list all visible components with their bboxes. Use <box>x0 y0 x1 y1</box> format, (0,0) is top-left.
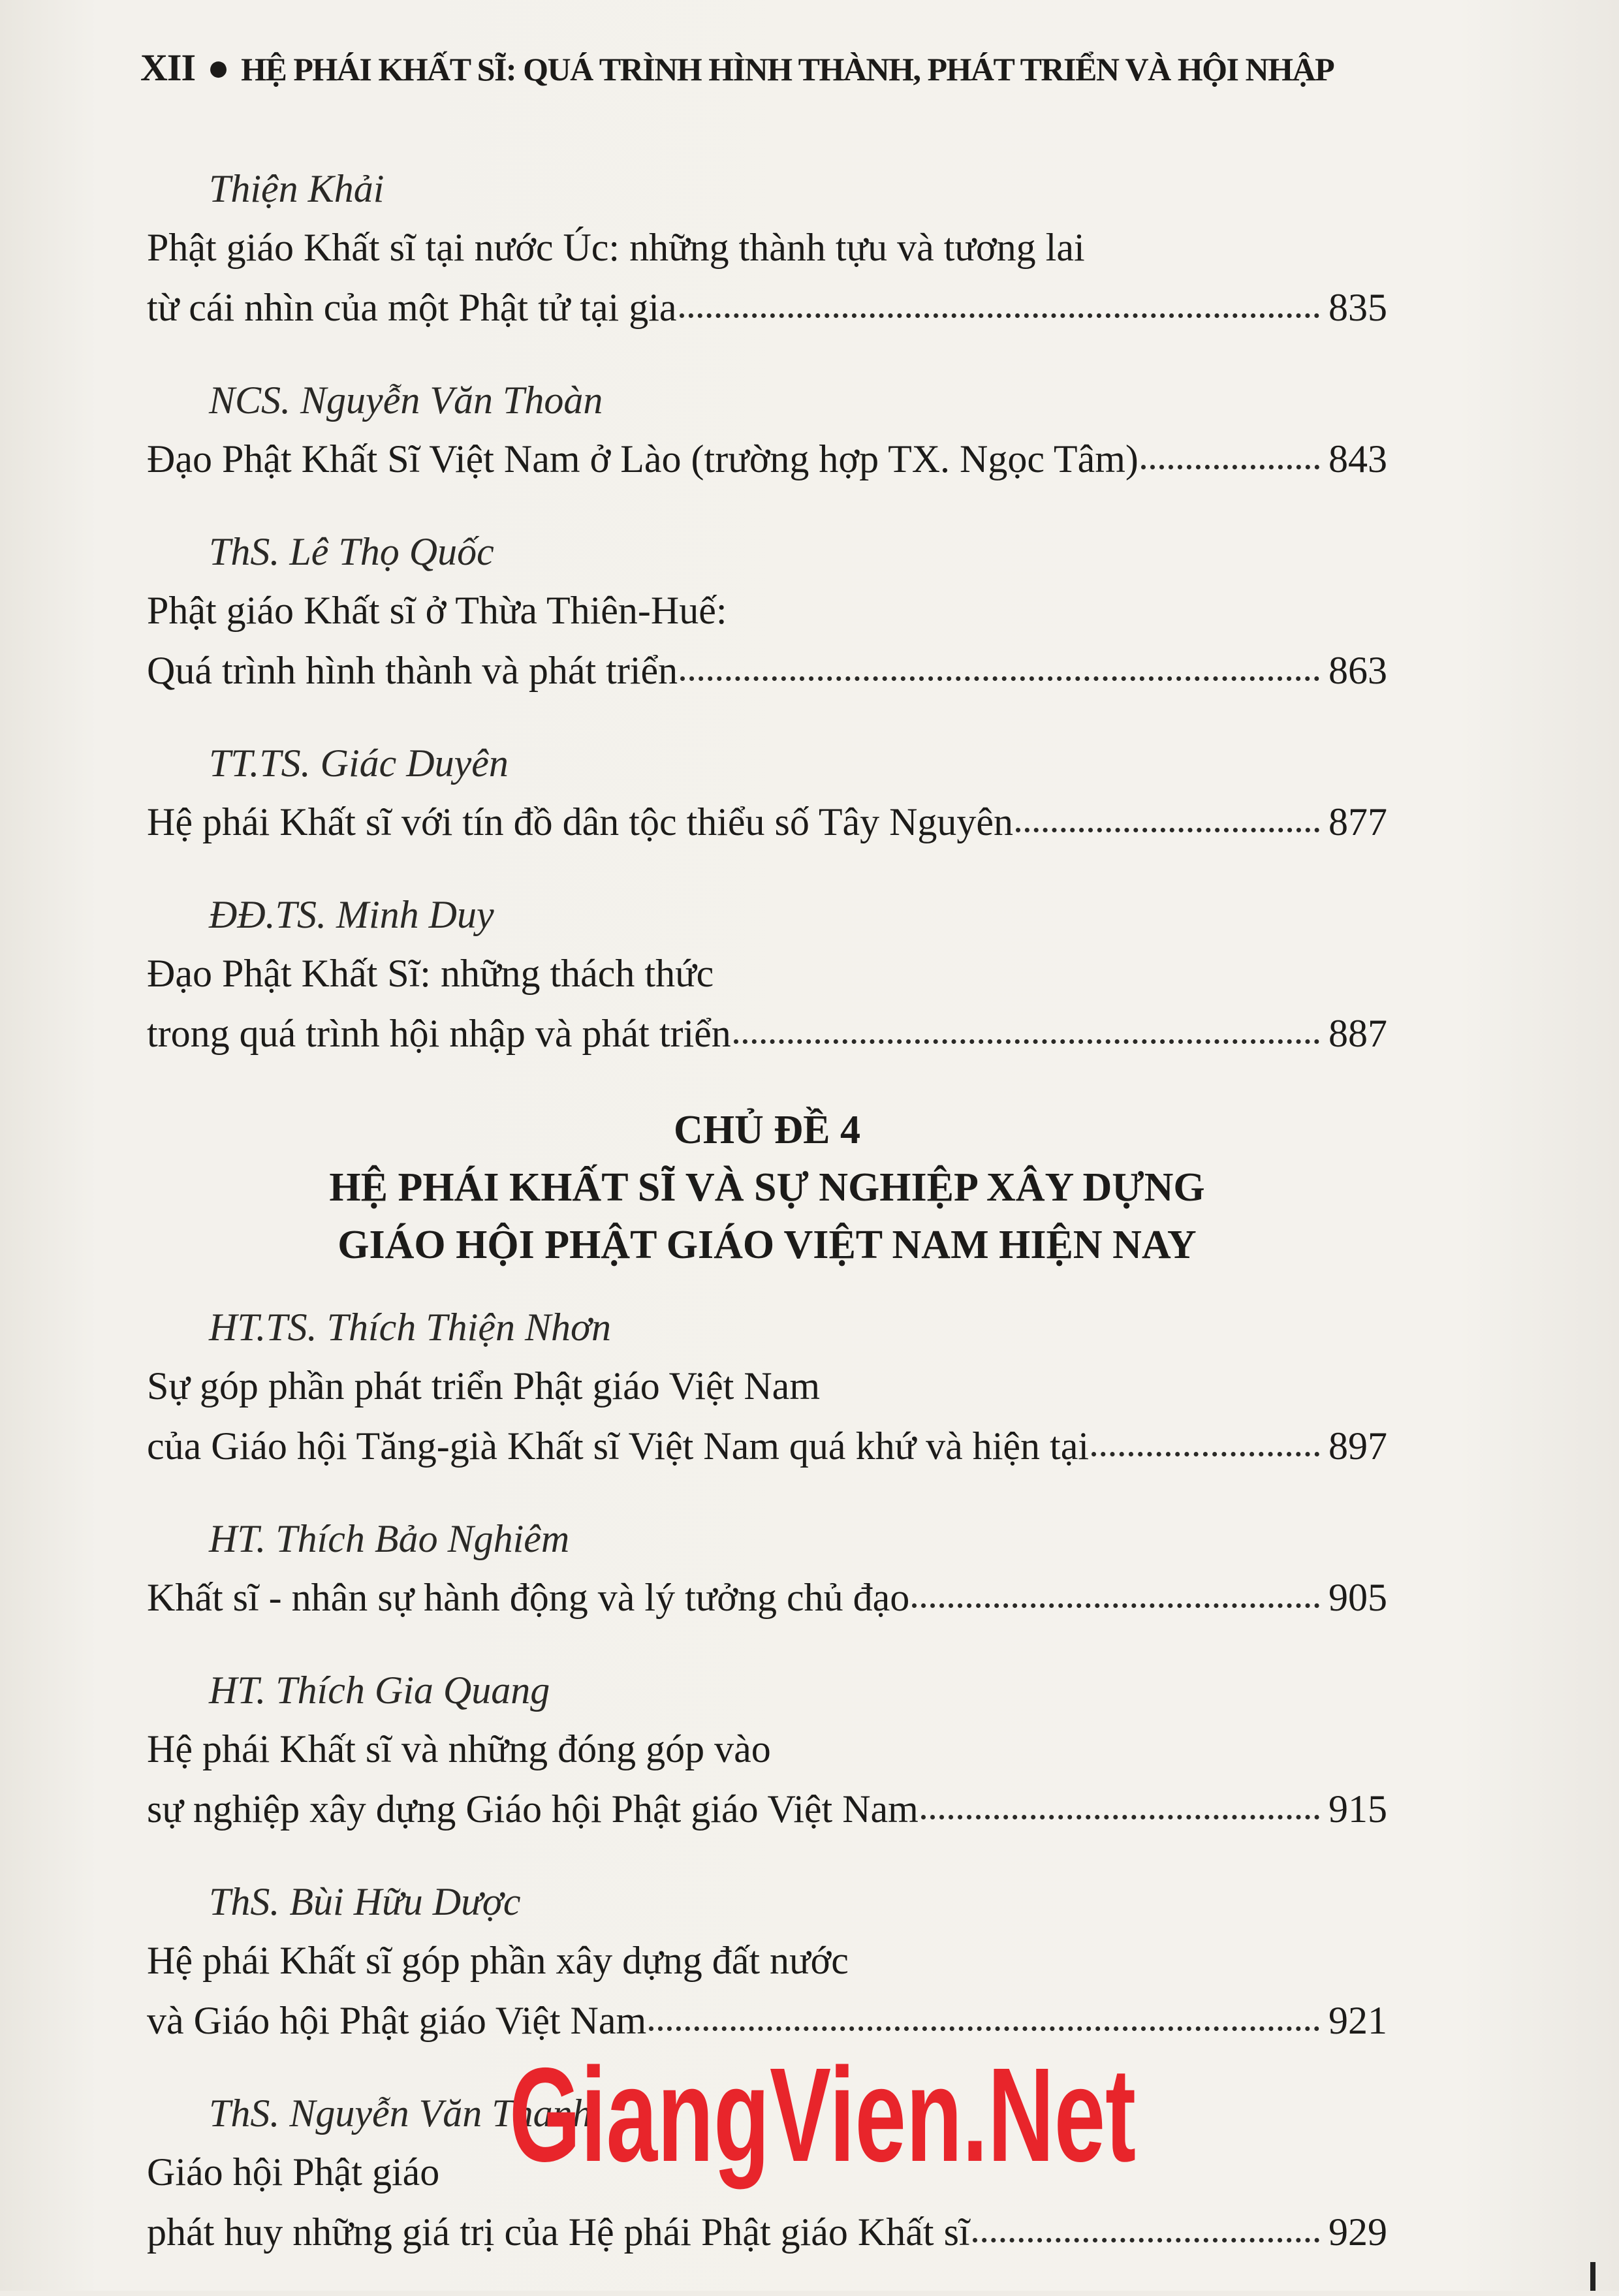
toc-page-number: 887 <box>1328 1012 1387 1055</box>
toc-title-line <box>147 1779 1387 1839</box>
toc-title-line <box>147 217 1387 277</box>
toc-title-line <box>147 640 1387 700</box>
toc-title-text: Sự góp phần phát triển Phật giáo Việt Nam <box>147 1364 820 1407</box>
toc-title-line <box>147 792 1387 852</box>
bullet: ● <box>207 46 230 89</box>
toc-author: ThS. Nguyễn Văn Thanh <box>209 2092 592 2135</box>
section-number: CHỦ ĐỀ 4 <box>674 1108 860 1152</box>
toc-title-text: và Giáo hội Phật giáo Việt Nam <box>147 1999 647 2042</box>
toc-entry <box>147 886 1387 1063</box>
running-header <box>140 46 1511 89</box>
dot-leader <box>1092 1451 1319 1456</box>
toc-title-text: từ cái nhìn của một Phật tử tại gia <box>147 286 677 329</box>
toc-page-number: 843 <box>1328 437 1387 480</box>
toc-title-text: Hệ phái Khất sĩ với tín đồ dân tộc thiểu số Tây Nguyên <box>147 800 1014 843</box>
toc-page-number: 915 <box>1328 1787 1387 1831</box>
watermark-text: GiangVien.Net <box>509 2040 1136 2190</box>
toc-title-text: của Giáo hội Tăng-già Khất sĩ Việt Nam quá khứ và hiện tại <box>147 1424 1089 1468</box>
toc-title-line <box>147 429 1387 489</box>
toc-entry <box>147 1510 1387 1628</box>
page-label: XII <box>140 46 196 89</box>
toc-author: ThS. Lê Thọ Quốc <box>209 530 494 573</box>
toc-author: TT.TS. Giác Duyên <box>209 742 509 785</box>
toc-author: Thiện Khải <box>209 167 385 210</box>
toc-title-text: Giáo hội Phật giáo <box>147 2150 440 2194</box>
toc-title-line <box>147 277 1387 338</box>
dot-leader <box>680 676 1319 681</box>
header-title: HỆ PHÁI KHẤT SĨ: QUÁ TRÌNH HÌNH THÀNH, PHÁT TRIỂN VÀ HỘI NHẬP <box>241 51 1334 87</box>
toc-title-line <box>147 1930 1387 1990</box>
dot-leader <box>1016 827 1319 832</box>
section-heading <box>147 1101 1387 1274</box>
toc-title-text: Phật giáo Khất sĩ tại nước Úc: những thành tựu và tương lai <box>147 226 1085 269</box>
toc-title-line <box>147 1416 1387 1476</box>
toc-title-text: trong quá trình hội nhập và phát triển <box>147 1012 731 1055</box>
toc-entry <box>147 1298 1387 1476</box>
toc-entry <box>147 523 1387 700</box>
toc-title-text: Phật giáo Khất sĩ ở Thừa Thiên-Huế: <box>147 589 727 632</box>
toc-title-text: Quá trình hình thành và phát triển <box>147 649 678 692</box>
toc-page-number: 921 <box>1328 1999 1387 2042</box>
toc-title-text: phát huy những giá trị của Hệ phái Phật giáo Khất sĩ <box>147 2210 970 2254</box>
toc-entry <box>147 371 1387 489</box>
dot-leader <box>973 2237 1319 2242</box>
toc-author: ĐĐ.TS. Minh Duy <box>209 893 494 936</box>
toc-title-text: Đạo Phật Khất Sĩ Việt Nam ở Lào (trường hợp TX. Ngọc Tâm) <box>147 437 1139 480</box>
toc-title-line <box>147 1719 1387 1779</box>
toc-title-line <box>147 1003 1387 1063</box>
toc-title-text: Khất sĩ - nhân sự hành động và lý tưởng chủ đạo <box>147 1576 910 1619</box>
table-of-contents <box>147 160 1387 2296</box>
toc-title-line <box>147 1356 1387 1416</box>
toc-page-number: 905 <box>1328 1576 1387 1619</box>
toc-title-line <box>147 580 1387 640</box>
toc-author: NCS. Nguyễn Văn Thoàn <box>209 379 603 422</box>
toc-title-text: sự nghiệp xây dựng Giáo hội Phật giáo Việt Nam <box>147 1787 919 1831</box>
toc-author: HT.TS. Thích Thiện Nhơn <box>209 1306 611 1349</box>
toc-page-number: 877 <box>1328 800 1387 843</box>
toc-author: ThS. Bùi Hữu Dược <box>209 1880 521 1923</box>
watermark-logo <box>496 2040 1149 2207</box>
dot-leader <box>680 313 1319 318</box>
toc-page-number: 897 <box>1328 1424 1387 1468</box>
section-title-line-2: GIÁO HỘI PHẬT GIÁO VIỆT NAM HIỆN NAY <box>338 1223 1197 1267</box>
toc-entry <box>147 734 1387 852</box>
dot-leader <box>734 1039 1319 1044</box>
dot-leader <box>912 1603 1319 1608</box>
toc-author: HT. Thích Bảo Nghiêm <box>209 1517 570 1560</box>
toc-author: HT. Thích Gia Quang <box>209 1669 550 1712</box>
toc-list-top <box>147 160 1387 1063</box>
toc-entry <box>147 1661 1387 1839</box>
dot-leader <box>1141 464 1319 469</box>
section-title-line-1: HỆ PHÁI KHẤT SĨ VÀ SỰ NGHIỆP XÂY DỰNG <box>329 1165 1205 1210</box>
toc-title-line <box>147 2202 1387 2262</box>
toc-title-line <box>147 1567 1387 1628</box>
toc-page-number: 863 <box>1328 649 1387 692</box>
dot-leader <box>649 2026 1319 2031</box>
toc-title-line <box>147 943 1387 1003</box>
toc-page-number: 929 <box>1328 2210 1387 2254</box>
toc-page-number: 835 <box>1328 286 1387 329</box>
toc-title-text: Hệ phái Khất sĩ góp phần xây dựng đất nước <box>147 1939 849 1982</box>
toc-entry <box>147 1873 1387 2051</box>
toc-title-text: Hệ phái Khất sĩ và những đóng góp vào <box>147 1727 771 1770</box>
toc-entry <box>147 160 1387 338</box>
page-edge-mark <box>1590 2262 1595 2291</box>
dot-leader <box>921 1814 1319 1819</box>
toc-title-text: Đạo Phật Khất Sĩ: những thách thức <box>147 952 714 995</box>
